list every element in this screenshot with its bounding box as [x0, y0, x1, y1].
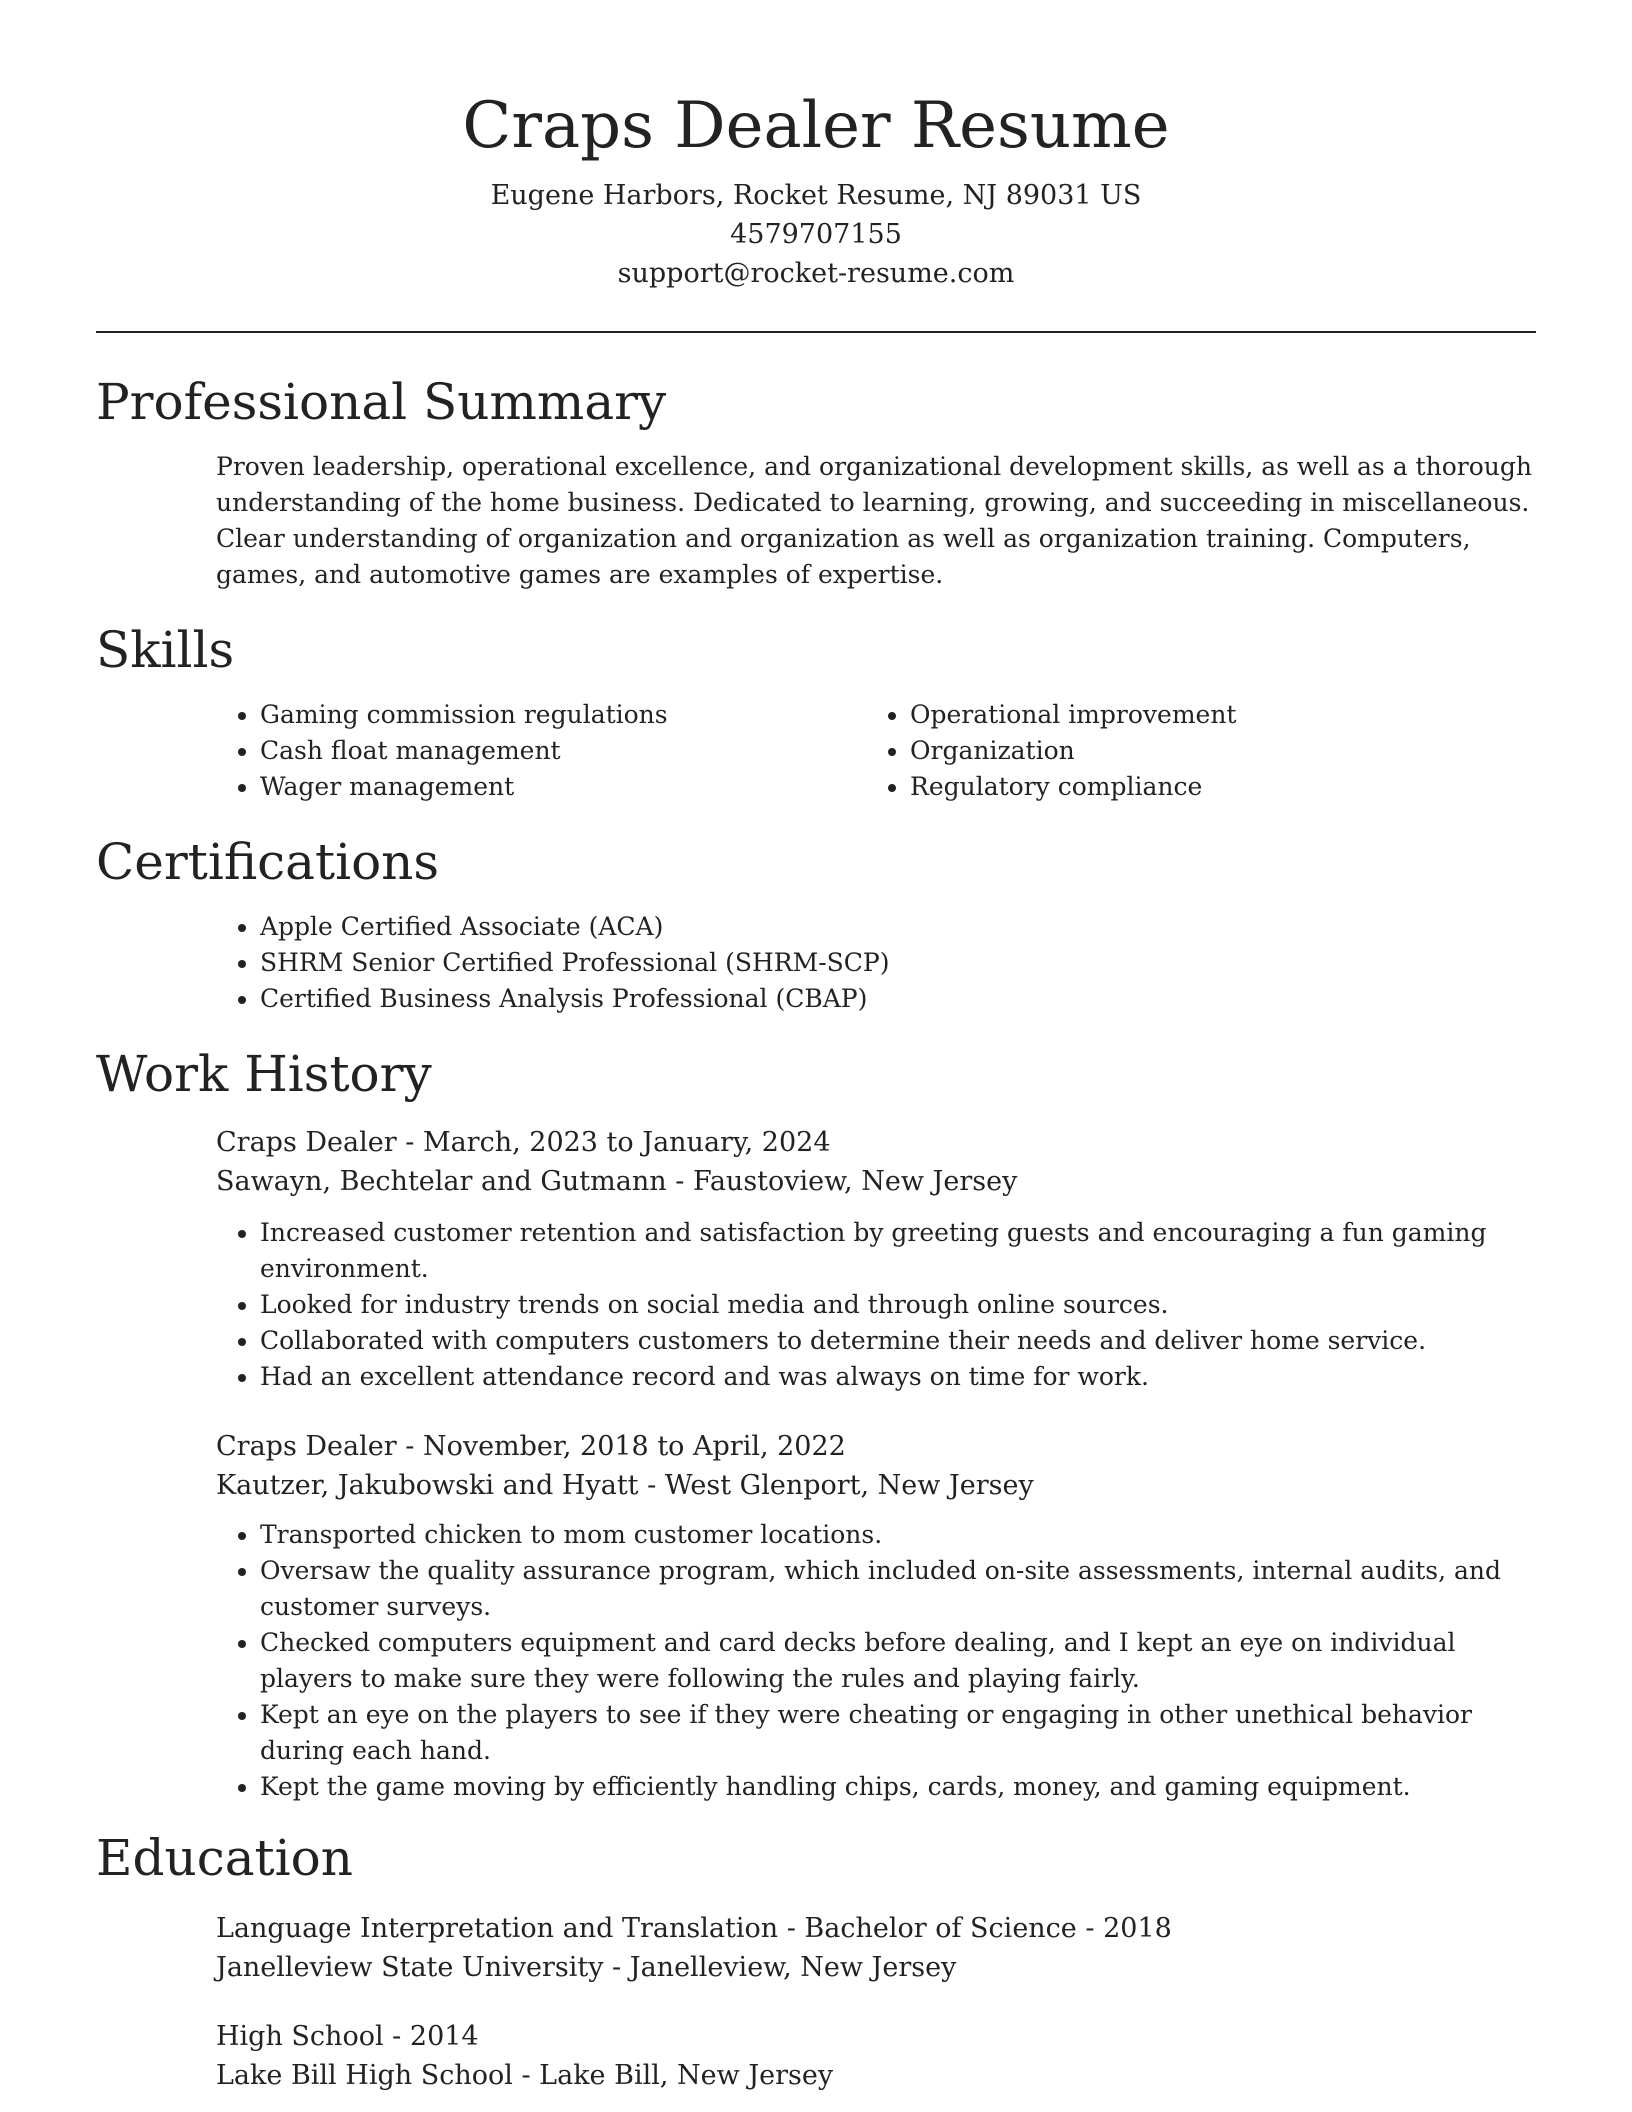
job-bullet: • Transported chicken to mom customer locations.: [260, 1517, 1536, 1553]
resume-header: [96, 0, 1536, 333]
skill-item: • Regulatory compliance: [910, 769, 1516, 805]
certifications-heading: Certifications: [96, 833, 440, 891]
education-section: [96, 1827, 1536, 2095]
job-position: Craps Dealer: [216, 1431, 397, 1462]
contact-email: support@rocket-resume.com: [617, 258, 1015, 289]
job-bullet: • Looked for industry trends on social media and through online sources.: [260, 1287, 1536, 1323]
contact-phone: 4579707155: [730, 219, 902, 250]
education-entry: [216, 1909, 1536, 1987]
education-school: Lake Bill High School: [216, 2060, 513, 2091]
education-location: Janelleview, New Jersey: [629, 1952, 957, 1983]
work-section: [96, 1043, 1536, 1805]
education-degree-line: Language Interpretation and Translation - Bachelor of Science - 2018: [216, 1913, 1172, 1944]
education-year: 2014: [409, 2021, 479, 2052]
work-heading: Work History: [96, 1045, 432, 1103]
education-school: Janelleview State University: [216, 1952, 604, 1983]
job-bullet: • Collaborated with computers customers to determine their needs and deliver home service.: [260, 1323, 1536, 1359]
skill-item: • Wager management: [260, 769, 866, 805]
job-bullet: • Checked computers equipment and card decks before dealing, and I kept an eye on individual players to make sure they were following the rules and playing fairly.: [260, 1625, 1536, 1697]
skills-grid: [216, 697, 1536, 805]
contact-address: Eugene Harbors, Rocket Resume, NJ 89031 US: [490, 180, 1142, 211]
certification-item: • SHRM Senior Certified Professional (SHRM-SCP): [260, 945, 1536, 981]
summary-section: [96, 371, 1536, 593]
resume-page: [96, 0, 1536, 2095]
education-degree: Bachelor of Science: [804, 1913, 1077, 1944]
education-field: Language Interpretation and Translation: [216, 1913, 779, 1944]
job-company: Kautzer, Jakubowski and Hyatt: [216, 1470, 639, 1501]
job-bullet: • Increased customer retention and satisfaction by greeting guests and encouraging a fun gaming environment.: [260, 1215, 1536, 1287]
job-location: West Glenport, New Jersey: [664, 1470, 1034, 1501]
job-company-line: Sawayn, Bechtelar and Gutmann - Faustoview, New Jersey: [216, 1166, 1018, 1197]
header-divider: [96, 331, 1536, 333]
job-company-line: Kautzer, Jakubowski and Hyatt - West Glenport, New Jersey: [216, 1470, 1034, 1501]
certification-item: • Apple Certified Associate (ACA): [260, 909, 1536, 945]
resume-title: Craps Dealer Resume: [462, 89, 1170, 163]
job-title-line: Craps Dealer - March, 2023 to January, 2024: [216, 1127, 831, 1158]
skill-item: • Organization: [910, 733, 1516, 769]
job-bullet: • Had an excellent attendance record and was always on time for work.: [260, 1359, 1536, 1395]
skills-column-left: [216, 697, 866, 805]
skills-section: [96, 619, 1536, 805]
skill-item: • Cash float management: [260, 733, 866, 769]
summary-heading: Professional Summary: [96, 373, 667, 431]
skills-heading: Skills: [96, 621, 235, 679]
education-year: 2018: [1103, 1913, 1172, 1944]
job-location: Faustoview, New Jersey: [692, 1166, 1018, 1197]
education-school-line: Lake Bill High School - Lake Bill, New Jersey: [216, 2060, 834, 2091]
education-school-line: Janelleview State University - Janelleview, New Jersey: [216, 1952, 957, 1983]
job-bullet: • Kept the game moving by efficiently handling chips, cards, money, and gaming equipment.: [260, 1769, 1536, 1805]
education-entry: [216, 2017, 1536, 2095]
job-entry: [216, 1427, 1536, 1805]
skill-item: • Gaming commission regulations: [260, 697, 866, 733]
certifications-section: [96, 831, 1536, 1017]
skill-item: • Operational improvement: [910, 697, 1516, 733]
summary-text: Proven leadership, operational excellence, and organizational development skills, as well as a thorough understanding of the home business. Dedicated to learning, growing, and succeeding in miscellaneous. Clear understanding of organization and organization as well as organization training. Computers, games, and automotive games are examples of expertise.: [216, 452, 1532, 589]
skills-column-right: [866, 697, 1516, 805]
education-heading: Education: [96, 1829, 353, 1887]
certification-item: • Certified Business Analysis Professional (CBAP): [260, 981, 1536, 1017]
job-title-line: Craps Dealer - November, 2018 to April, 2022: [216, 1431, 846, 1462]
job-dates: March, 2023 to January, 2024: [422, 1127, 831, 1158]
education-field: High School: [216, 2021, 384, 2052]
job-entry: [216, 1123, 1536, 1395]
job-company: Sawayn, Bechtelar and Gutmann: [216, 1166, 667, 1197]
education-location: Lake Bill, New Jersey: [539, 2060, 834, 2091]
job-bullet: • Kept an eye on the players to see if they were cheating or engaging in other unethical behavior during each hand.: [260, 1697, 1536, 1769]
education-degree-line: High School - 2014: [216, 2021, 479, 2052]
job-dates: November, 2018 to April, 2022: [422, 1431, 846, 1462]
contact-block: [96, 176, 1536, 293]
job-position: Craps Dealer: [216, 1127, 397, 1158]
job-bullet: • Oversaw the quality assurance program, which included on-site assessments, internal audits, and customer surveys.: [260, 1553, 1536, 1625]
